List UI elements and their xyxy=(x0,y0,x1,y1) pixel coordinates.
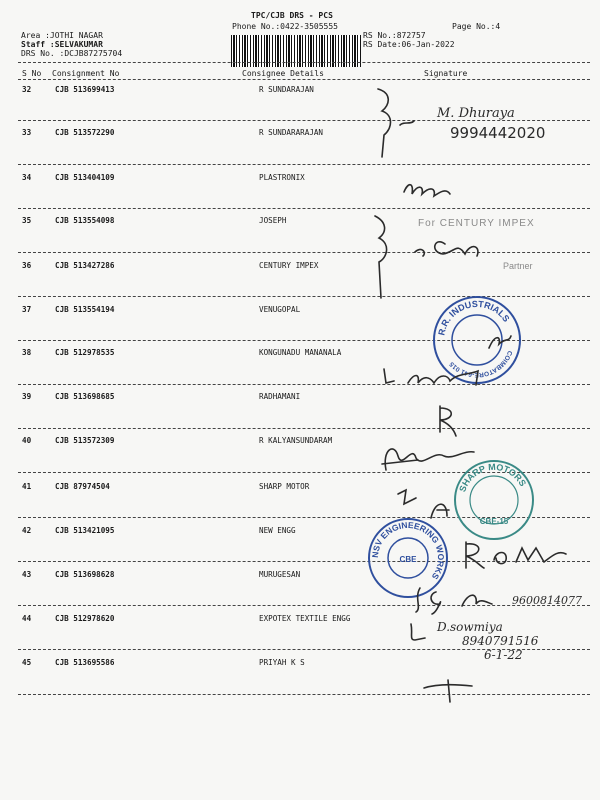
staff-value: SELVAKUMAR xyxy=(54,40,103,49)
divider xyxy=(18,62,590,63)
rr-ring-text: R.R. INDUSTRIALS xyxy=(436,298,512,337)
page-number: Page No.:4 xyxy=(452,22,501,31)
signature-42 xyxy=(460,536,570,572)
row-sno: 44 xyxy=(22,614,32,623)
row-consignee: KONGUNADU MANANALA xyxy=(259,348,342,357)
row-sno: 35 xyxy=(22,216,32,225)
row-consignee: NEW ENGG xyxy=(259,526,296,535)
handwritten-phone-33: 9994442020 xyxy=(450,124,546,142)
signature-39 xyxy=(430,402,470,442)
col-signature: Signature xyxy=(424,69,468,78)
row-divider xyxy=(18,164,590,165)
row-consignee: PLASTRONIX xyxy=(259,173,305,182)
row-consignment: CJB 513698628 xyxy=(55,570,115,579)
row-consignment: CJB 513427286 xyxy=(55,261,115,270)
sharp-city-text: CBE-15 xyxy=(479,517,509,526)
drs-number: DRS No. :DCJB87275704 xyxy=(21,49,123,58)
row-consignment: CJB 513554098 xyxy=(55,216,115,225)
signature-37 xyxy=(485,330,515,354)
row-consignee: CENTURY IMPEX xyxy=(259,261,319,270)
row-consignee: VENUGOPAL xyxy=(259,305,301,314)
sharp-motors-stamp xyxy=(452,458,536,542)
doc-title: TPC/CJB DRS - PCS xyxy=(251,11,333,20)
row-sno: 40 xyxy=(22,436,32,445)
row-sno: 36 xyxy=(22,261,32,270)
row-consignment: CJB 512978620 xyxy=(55,614,115,623)
handwritten-date-44: 6-1-22 xyxy=(484,648,523,662)
row-consignment: CJB 87974504 xyxy=(55,482,110,491)
col-consignment: Consignment No xyxy=(52,69,120,78)
row-sno: 39 xyxy=(22,392,32,401)
rs-number: RS No.:872757 xyxy=(363,31,426,40)
row-divider xyxy=(18,694,590,695)
row-consignment: CJB 513698685 xyxy=(55,392,115,401)
area-label: Area :JOTHI NAGAR xyxy=(21,31,103,40)
handwritten-phone-44: 8940791516 xyxy=(462,634,539,648)
signature-45 xyxy=(420,676,480,704)
row-consignee: MURUGESAN xyxy=(259,570,301,579)
rs-date: RS Date:06-Jan-2022 xyxy=(363,40,455,49)
row-sno: 42 xyxy=(22,526,32,535)
rr-city-text: COIMBATORE-641 015 xyxy=(448,349,514,379)
row-consignee: EXPOTEX TEXTILE ENGG xyxy=(259,614,351,623)
row-consignment: CJB 513421095 xyxy=(55,526,115,535)
row-sno: 33 xyxy=(22,128,32,137)
row-consignee: RADHAMANI xyxy=(259,392,301,401)
col-consignee: Consignee Details xyxy=(242,69,324,78)
row-sno: 34 xyxy=(22,173,32,182)
row-sno: 43 xyxy=(22,570,32,579)
table-row xyxy=(0,85,600,97)
row-sno: 41 xyxy=(22,482,32,491)
row-consignment: CJB 513572290 xyxy=(55,128,115,137)
row-sno: 38 xyxy=(22,348,32,357)
table-row xyxy=(0,392,600,404)
row-consignee: PRIYAH K S xyxy=(259,658,305,667)
row-sno: 32 xyxy=(22,85,32,94)
row-consignee: R SUNDARAJAN xyxy=(259,85,314,94)
row-consignment: CJB 513404109 xyxy=(55,173,115,182)
signature-44 xyxy=(405,620,435,644)
row-consignee: R KALYANSUNDARAM xyxy=(259,436,333,445)
staff-row xyxy=(21,40,103,49)
row-divider xyxy=(18,428,590,429)
col-sno: S No xyxy=(22,69,42,78)
divider xyxy=(18,79,590,80)
nsv-ring-text: NSV ENGINEERING WORKS xyxy=(369,519,447,582)
signature-43 xyxy=(412,582,512,616)
row-divider xyxy=(18,208,590,209)
signature-38 xyxy=(378,363,498,391)
phone-number: Phone No.:0422-3505555 xyxy=(232,22,338,31)
row-sno: 45 xyxy=(22,658,32,667)
staff-label: Staff : xyxy=(21,40,55,49)
handwritten-name-33: M. Dhuraya xyxy=(437,106,515,121)
signature-bracket-32-33 xyxy=(370,85,440,160)
table-row xyxy=(0,173,600,185)
row-consignment: CJB 513554194 xyxy=(55,305,115,314)
row-consignment: CJB 513695586 xyxy=(55,658,115,667)
row-consignment: CJB 512978535 xyxy=(55,348,115,357)
row-sno: 37 xyxy=(22,305,32,314)
row-consignee: JOSEPH xyxy=(259,216,287,225)
row-consignee: SHARP MOTOR xyxy=(259,482,310,491)
signature-34 xyxy=(400,178,460,202)
row-consignment: CJB 513699413 xyxy=(55,85,115,94)
sharp-ring-text: SHARP MOTORS xyxy=(457,461,529,494)
century-stamp-top: For CENTURY IMPEX xyxy=(418,218,535,229)
row-consignment: CJB 513572309 xyxy=(55,436,115,445)
row-consignee: R SUNDARARAJAN xyxy=(259,128,324,137)
handwritten-name-44: D.sowmiya xyxy=(437,620,503,634)
table-row xyxy=(0,436,600,448)
handwritten-phone-43: 9600814077 xyxy=(512,594,582,607)
nsv-city-text: CBE xyxy=(399,555,417,564)
century-stamp-bottom: Partner xyxy=(503,261,533,271)
